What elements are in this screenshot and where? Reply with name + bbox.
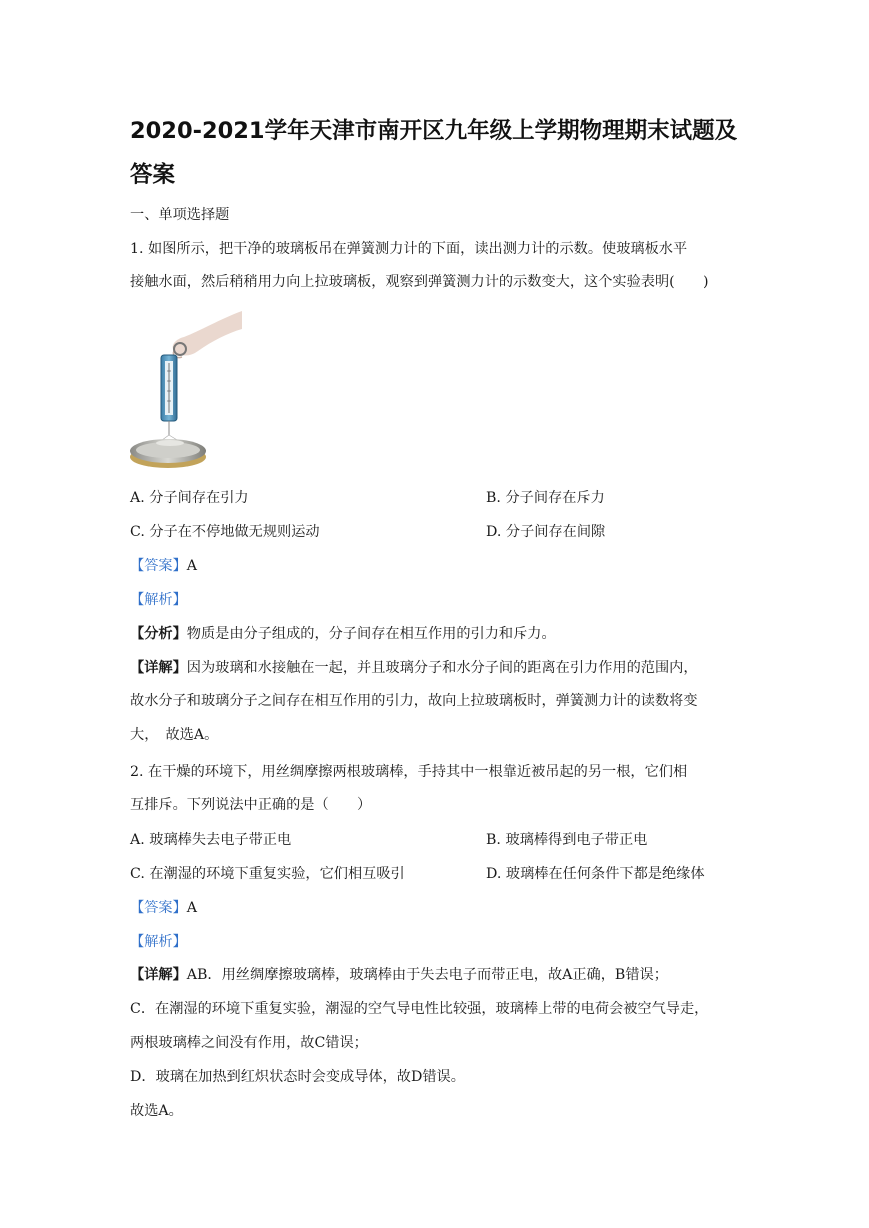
q2-detail-line3: 两根玻璃棒之间没有作用，故C错误； [130,1035,368,1051]
q1-fenxi-text: 物质是由分子组成的，分子间存在相互作用的引力和斥力。 [186,626,556,642]
spring-scale-glass-plate-image [128,311,242,471]
q1-detail-line3: 大， 故选A。 [130,727,219,743]
q1-analysis-tag: 【解析】 [130,592,187,608]
q2-answer-tag: 【答案】 [130,900,187,916]
section-heading: 一、单项选择题 [130,207,230,223]
q2-stem-line2: 互排斥。下列说法中正确的是（ ） [130,797,372,813]
q1-detail-tag: 【详解】 [130,660,187,676]
q1-option-c: C. 分子在不停地做无规则运动 [130,524,320,540]
q1-stem-line1: 1. 如图所示，把干净的玻璃板吊在弹簧测力计的下面，读出测力计的示数。使玻璃板水平 [130,241,688,257]
q2-answer-value: A [186,900,198,916]
q1-option-b: B. 分子间存在斥力 [486,490,605,506]
q2-detail-line1 [130,966,668,984]
q2-option-c: C. 在潮湿的环境下重复实验，它们相互吸引 [130,866,405,882]
q1-answer [130,557,197,575]
document-title-line1: 2020-2021学年天津市南开区九年级上学期物理期末试题及 [130,118,738,144]
q2-analysis-tag: 【解析】 [130,934,187,950]
q2-option-d: D. 玻璃棒在任何条件下都是绝缘体 [486,866,705,882]
q1-fenxi [130,625,556,643]
q2-option-b: B. 玻璃棒得到电子带正电 [486,832,648,848]
q1-stem-line2: 接触水面，然后稍稍用力向上拉玻璃板，观察到弹簧测力计的示数变大，这个实验表明( ) [130,274,709,290]
q1-detail-text1: 因为玻璃和水接触在一起，并且玻璃分子和水分子间的距离在引力作用的范围内， [186,660,698,676]
q2-detail-line2: C．在潮湿的环境下重复实验，潮湿的空气导电性比较强，玻璃棒上带的电荷会被空气导走， [130,1001,709,1017]
q2-detail-line5: 故选A。 [130,1103,183,1119]
q2-answer [130,899,197,917]
q2-option-a: A. 玻璃棒失去电子带正电 [130,832,292,848]
q1-detail-line1 [130,659,698,677]
q1-detail-line2: 故水分子和玻璃分子之间存在相互作用的引力，故向上拉玻璃板时，弹簧测力计的读数将变 [130,693,698,709]
q2-stem-line1: 2. 在干燥的环境下，用丝绸摩擦两根玻璃棒，手持其中一根靠近被吊起的另一根，它们相 [130,764,688,780]
q1-answer-value: A [186,558,198,574]
document-title-line2: 答案 [130,162,176,188]
q1-answer-tag: 【答案】 [130,558,187,574]
q1-fenxi-tag: 【分析】 [130,626,187,642]
q1-option-a: A. 分子间存在引力 [130,490,249,506]
q2-detail-line4: D．玻璃在加热到红炽状态时会变成导体，故D错误。 [130,1069,465,1085]
q2-detail-tag: 【详解】 [130,967,187,983]
q1-option-d: D. 分子间存在间隙 [486,524,606,540]
q2-detail-text1: AB．用丝绸摩擦玻璃棒，玻璃棒由于失去电子而带正电，故A正确，B错误； [186,967,668,983]
